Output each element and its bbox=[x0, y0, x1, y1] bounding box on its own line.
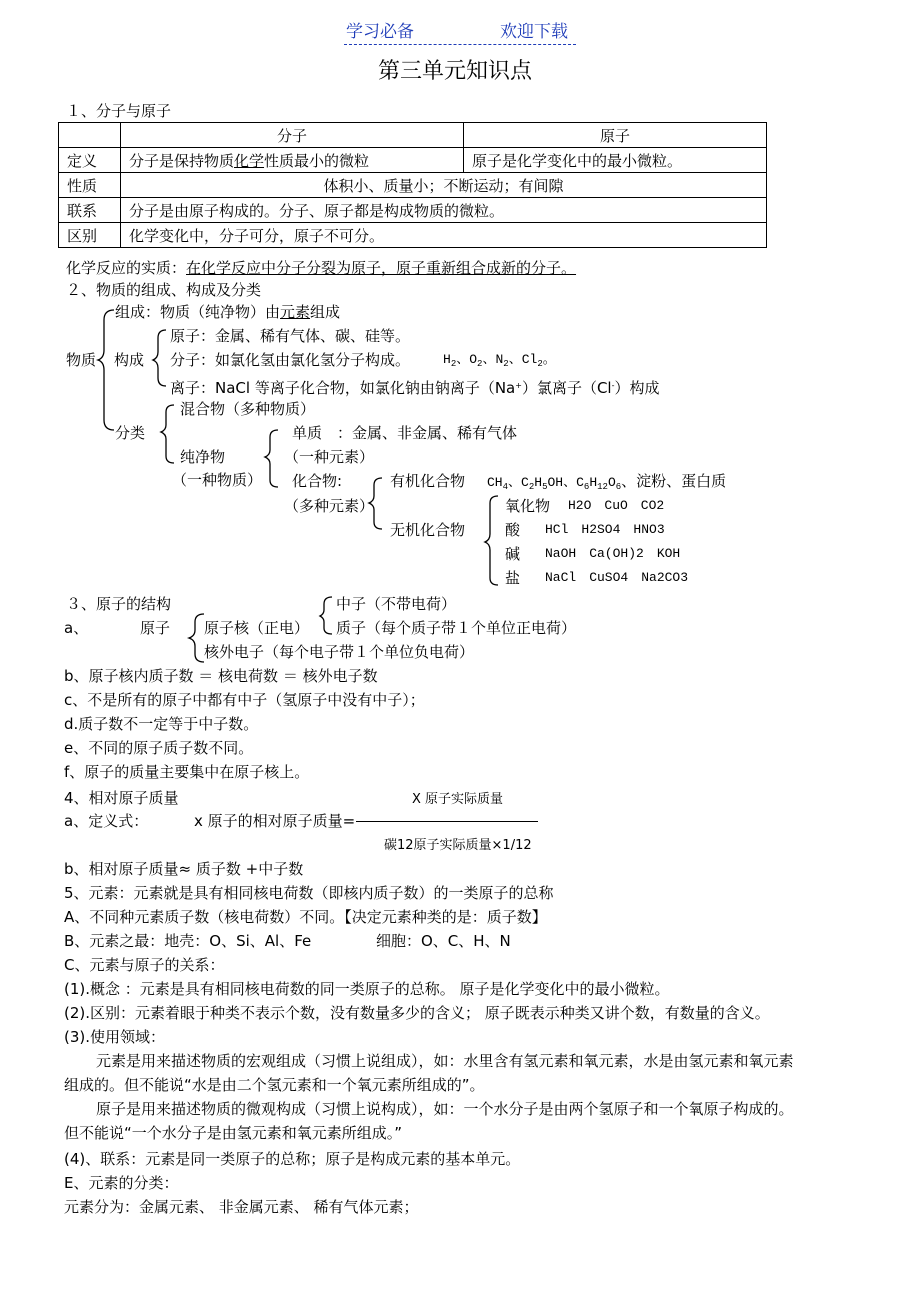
section-2-heading: ２、物质的组成、构成及分类 bbox=[66, 281, 262, 299]
reaction-essence: 化学反应的实质：在化学反应中分子分裂为原子，原子重新组合成新的分子。 bbox=[66, 259, 577, 277]
base-label: 碱 bbox=[505, 545, 521, 563]
electron-label: 核外电子（每个电子带１个单位负电荷） bbox=[204, 643, 475, 661]
atom-usage-line-1: 原子是用来描述物质的微观构成（习惯上说构成），如：一个水分子是由两个氢原子和一个氧原子构成的。 bbox=[96, 1100, 794, 1118]
fraction-bar bbox=[356, 821, 538, 822]
row-label: 定义 bbox=[59, 148, 121, 173]
neutron-label: 中子（不带电荷） bbox=[336, 595, 457, 613]
table-header-atom: 原子 bbox=[464, 123, 767, 148]
atom-label: 原子 bbox=[140, 619, 171, 637]
row-label: 联系 bbox=[59, 198, 121, 223]
organic-label: 有机化合物 bbox=[390, 472, 466, 490]
atom-fact-d: d.质子数不一定等于中子数。 bbox=[64, 715, 259, 733]
element-fact-b-cell: 细胞：O、C、H、N bbox=[376, 932, 511, 950]
section-1-heading: １、分子与原子 bbox=[66, 102, 172, 120]
element-atom-relation-heading: C、元素与原子的关系： bbox=[64, 956, 225, 974]
nucleus-label: 原子核（正电） bbox=[204, 619, 310, 637]
header-right: 欢迎下载 bbox=[500, 22, 568, 42]
usage-heading: (3).使用领域： bbox=[64, 1028, 166, 1046]
compound-note: （多种元素） bbox=[284, 497, 375, 515]
pure-substance-note: （一种物质） bbox=[172, 471, 263, 489]
element-substance-note: （一种元素） bbox=[284, 448, 375, 466]
relation-cell: 分子是由原子构成的。分子、原子都是构成物质的微粒。 bbox=[121, 198, 767, 223]
row-label: 性质 bbox=[59, 173, 121, 198]
atom-usage-line-2: 但不能说“一个水分子是由氢元素和氧元素所组成。” bbox=[64, 1124, 403, 1142]
concept-line: (1).概念 ：元素是具有相同核电荷数的同一类原子的总称。 原子是化学变化中的最小微粒。 bbox=[64, 980, 670, 998]
composition-line: 组成：物质（纯净物）由元素组成 bbox=[115, 303, 341, 321]
atom-fact-e: e、不同的原子质子数不同。 bbox=[64, 739, 254, 757]
atom-fact-c: c、不是所有的原子中都有中子（氢原子中没有中子）； bbox=[64, 691, 425, 709]
relative-mass-approx: b、相对原子质量≈ 质子数 +中子数 bbox=[64, 860, 304, 878]
section-3-heading: ３、原子的结构 bbox=[66, 595, 172, 613]
salt-examples: NaCl CuSO4 Na2CO3 bbox=[545, 570, 689, 585]
element-fact-b: B、元素之最：地壳：O、Si、Al、Fe bbox=[64, 932, 312, 950]
fraction-denominator: 碳12原子实际质量×1/12 bbox=[384, 838, 532, 853]
difference-cell: 化学变化中，分子可分，原子不可分。 bbox=[121, 223, 767, 248]
organic-examples: $CH_4$、$C_2H_5OH$、$C_6H_{12}O_6$、淀粉、蛋白质 bbox=[487, 472, 727, 492]
oxide-label: 氧化物 bbox=[505, 497, 551, 515]
ion-structure-line: 离子：NaCl 等离子化合物，如氯化钠由钠离子（Na+）氯离子（Cl-）构成 bbox=[170, 379, 660, 397]
structure-label: 构成 bbox=[114, 351, 145, 369]
proton-label: 质子（每个质子带１个单位正电荷） bbox=[336, 619, 577, 637]
table-header-molecule: 分子 bbox=[121, 123, 464, 148]
molecule-examples: $H_2$、$O_2$、$N_2$、$Cl_2$。 bbox=[443, 352, 556, 369]
page-title: 第三单元知识点 bbox=[378, 59, 533, 84]
element-substance-line: 单质 ：金属、非金属、稀有气体 bbox=[292, 424, 518, 442]
compound-label: 化合物: bbox=[292, 472, 343, 490]
element-definition: 5、元素：元素就是具有相同核电荷数（即核内质子数）的一类原子的总称 bbox=[64, 884, 554, 902]
difference-line: (2).区别：元素着眼于种类不表示个数，没有数量多少的含义； 原子既表示种类又讲个数，有数量的含义。 bbox=[64, 1004, 770, 1022]
element-classification-heading: E、元素的分类： bbox=[64, 1174, 179, 1192]
atom-fact-b: b、原子核内质子数 ＝ 核电荷数 ＝ 核外电子数 bbox=[64, 667, 378, 685]
acid-examples: HCl H2SO4 HNO3 bbox=[545, 522, 665, 537]
element-usage-line-2: 组成的。但不能说“水是由二个氢元素和一个氧元素所组成的”。 bbox=[64, 1076, 485, 1094]
molecule-structure-line: 分子：如氯化氢由氯化氢分子构成。 bbox=[170, 351, 411, 369]
connection-line: (4)、联系：元素是同一类原子的总称；原子是构成元素的基本单元。 bbox=[64, 1150, 521, 1168]
mixture-label: 混合物（多种物质） bbox=[180, 400, 316, 418]
atom-structure-line: 原子：金属、稀有气体、碳、硅等。 bbox=[170, 327, 411, 345]
property-cell: 体积小、质量小；不断运动；有间隙 bbox=[121, 173, 767, 198]
definition-molecule: 分子是保持物质化学性质最小的微粒 bbox=[121, 148, 464, 173]
salt-label: 盐 bbox=[505, 569, 521, 587]
acid-label: 酸 bbox=[505, 521, 521, 539]
element-fact-a: A、不同种元素质子数（核电荷数）不同。【决定元素种类的是：质子数】 bbox=[64, 908, 547, 926]
header-left: 学习必备 bbox=[346, 22, 414, 42]
section-4-heading: 4、相对原子质量 bbox=[64, 789, 179, 807]
item-a-label: a、 bbox=[64, 619, 89, 637]
element-usage-line-1: 元素是用来描述物质的宏观组成（习惯上说组成），如：水里含有氢元素和氧元素，水是由氢元素和氧元素 bbox=[96, 1052, 794, 1070]
pure-substance-label: 纯净物 bbox=[180, 448, 226, 466]
element-classification-line: 元素分为：金属元素、 非金属元素、 稀有气体元素； bbox=[64, 1198, 419, 1216]
formula-lhs: x 原子的相对原子质量= bbox=[194, 812, 356, 830]
atom-fact-f: f、原子的质量主要集中在原子核上。 bbox=[64, 763, 310, 781]
base-examples: NaOH Ca(OH)2 KOH bbox=[545, 546, 681, 561]
definition-atom: 原子是化学变化中的最小微粒。 bbox=[464, 148, 767, 173]
definition-label: a、定义式： bbox=[64, 812, 149, 830]
oxide-examples: H2O CuO CO2 bbox=[568, 498, 665, 513]
inorganic-label: 无机化合物 bbox=[390, 521, 466, 539]
matter-label: 物质 bbox=[66, 351, 97, 369]
fraction-numerator: X 原子实际质量 bbox=[412, 792, 504, 807]
row-label: 区别 bbox=[59, 223, 121, 248]
classify-label: 分类 bbox=[115, 424, 146, 442]
